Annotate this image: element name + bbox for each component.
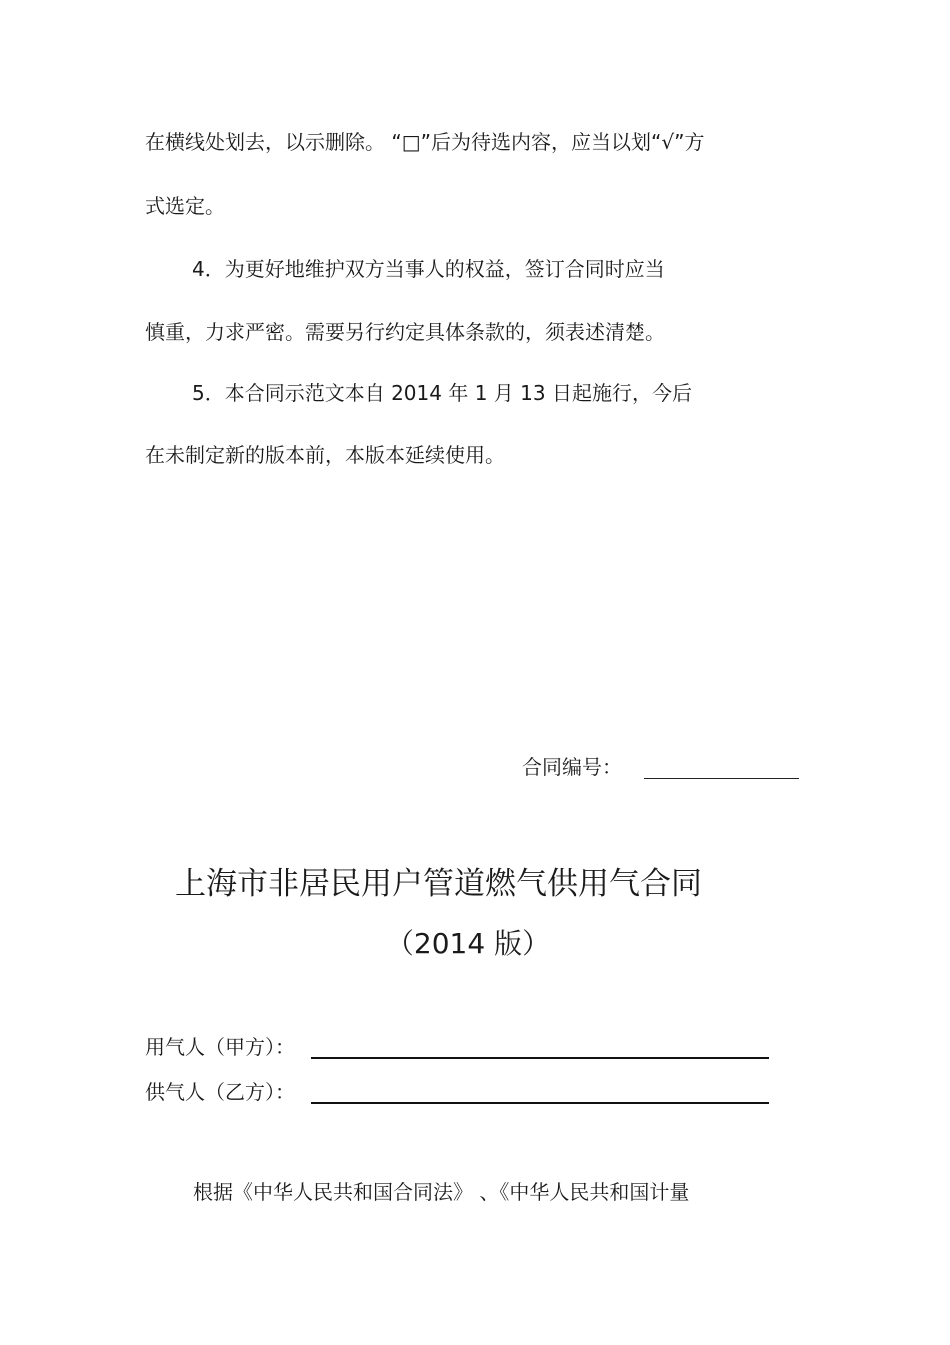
contract-edition [0,924,950,964]
contract-number-field[interactable] [644,756,799,779]
party-b-row [145,1080,769,1104]
note-item-5: 5．本合同示范文本自 2014 年 1 月 13 日起施行，今后 [192,381,692,405]
party-a-label: 用气人（甲方）： [145,1035,295,1059]
party-b-label: 供气人（乙方）： [145,1080,295,1104]
contract-number-label: 合同编号： [522,755,622,779]
party-a-row [145,1035,769,1059]
note-item-4-continued: 慎重，力求严密。需要另行约定具体条款的，须表述清楚。 [145,320,665,344]
party-b-field[interactable] [311,1080,769,1104]
contract-title: 上海市非居民用户管道燃气供用气合同 [175,866,702,902]
note-item-5-continued: 在未制定新的版本前，本版本延续使用。 [145,443,505,467]
note-line-2: 式选定。 [145,194,225,218]
note-item-4: 4．为更好地维护双方当事人的权益，签订合同时应当 [192,257,665,281]
note-line-1: 在横线处划去，以示删除。 “□”后为待选内容，应当以划“√”方 [145,130,705,154]
party-a-field[interactable] [311,1035,769,1059]
contract-number-row [522,755,799,779]
body-paragraph-start: 根据《中华人民共和国合同法》 、《中华人民共和国计量 [193,1180,690,1204]
contract-edition-text: （2014 版） [385,927,551,960]
